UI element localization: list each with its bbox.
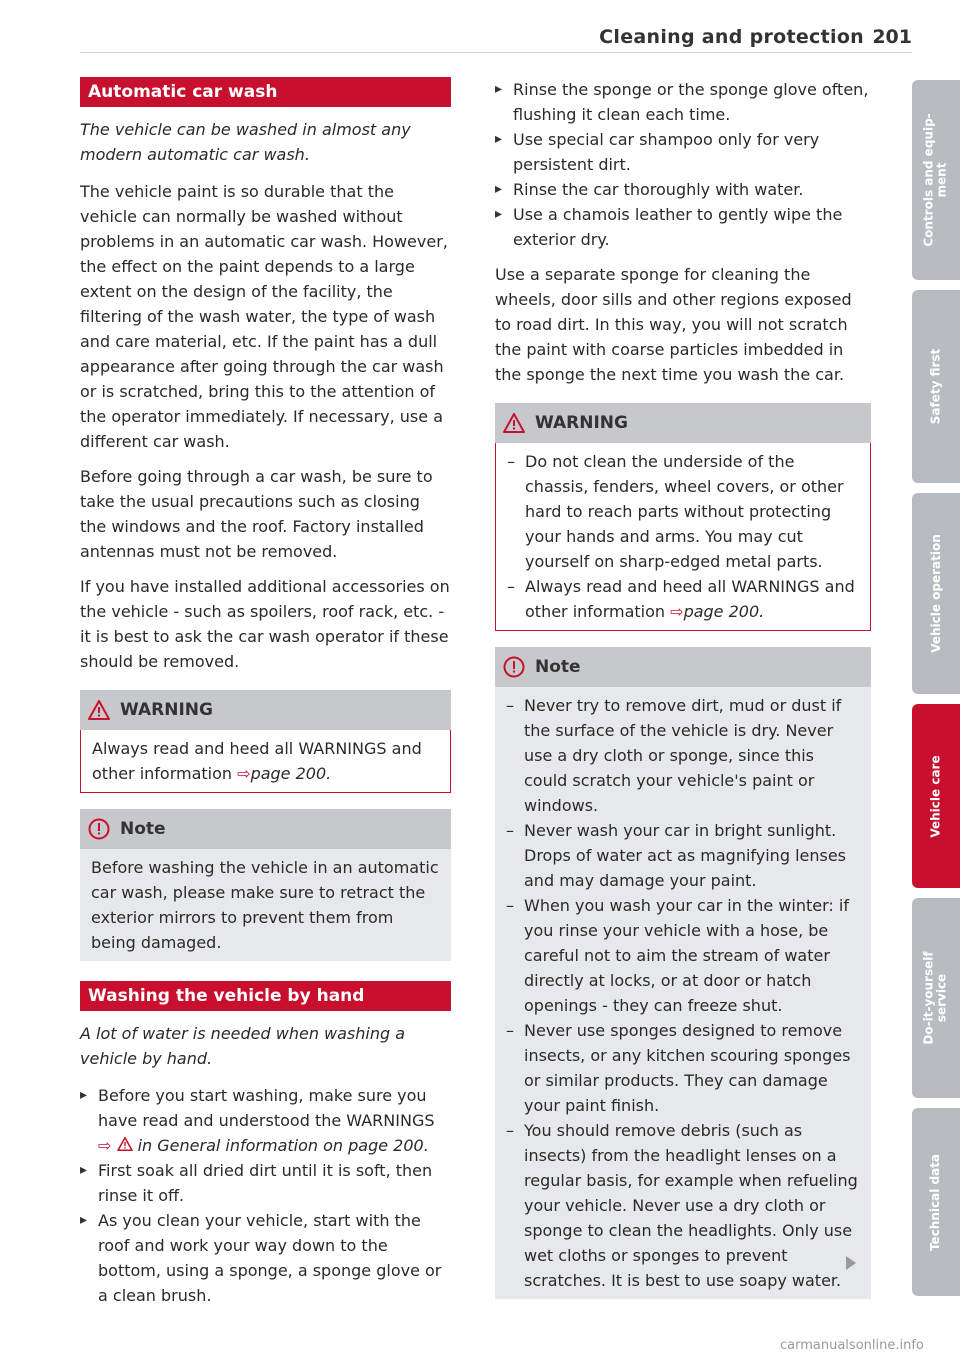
page-reference-link[interactable]: in General information on page 200. (137, 1136, 429, 1155)
list-item: – You should remove debris (such as insects) from the headlight lenses on a regular basis, for example when refueling your vehicle. Never use a dry cloth or sponge to clean the headlights. Only use wet cloths or sponges to prevent scratches. It is best to use soapy water. (506, 1118, 861, 1293)
tab-label: Controls and equip- (922, 113, 937, 247)
list-item (80, 1083, 451, 1158)
list-item: ▸ First soak all dried dirt until it is soft, then rinse it off. (80, 1158, 451, 1208)
list-item: ▸ Use special car shampoo only for very persistent dirt. (495, 127, 871, 177)
warning-triangle-icon (88, 700, 110, 720)
note-body (80, 849, 451, 961)
warning-body (80, 730, 451, 793)
list-item: ▸ Rinse the car thoroughly with water. (495, 177, 871, 202)
watermark-text: carmanualsonline.info (780, 1338, 924, 1353)
tab-label: Vehicle operation (928, 534, 943, 653)
note-box-hand (495, 647, 871, 1299)
note-box-automatic (80, 809, 451, 961)
note-header (80, 809, 451, 849)
note-header (495, 647, 871, 687)
warning-box-hand (495, 403, 871, 631)
hand-steps-continued (495, 77, 871, 252)
page-ref-arrow-icon: ⇨ (237, 764, 251, 783)
automatic-para-1: The vehicle paint is so durable that the vehicle can normally be washed without problems in an automatic car wash. However, the effect on the paint depends to a large extent on the design of the facility, the filtering of the wash water, the type of wash and care material, etc. If the paint has a dull appearance after going through the car wash or is scratched, bring this to the attention of the operator immediately. If necessary, use a different car wash. (80, 182, 448, 451)
tab-label: Do-it-yourself (922, 951, 937, 1045)
page-ref-arrow-icon: ⇨ (670, 602, 684, 621)
warning-title: WARNING (535, 412, 628, 433)
tab-vehicle-operation[interactable] (912, 493, 960, 694)
warning-header (80, 690, 451, 730)
continued-arrow-icon (846, 1256, 856, 1270)
section-heading-washing-by-hand: Washing the vehicle by hand (80, 981, 451, 1011)
note-list (506, 693, 861, 1293)
tab-technical-data[interactable] (912, 1108, 960, 1296)
warning-item-text: Always read and heed all WARNINGS and other information (525, 577, 855, 621)
warning-list (507, 449, 860, 624)
automatic-para-3: If you have installed additional accessories on the vehicle - such as spoilers, roof rack, etc. - it is best to ask the car wash operator if these should be removed. (80, 577, 450, 671)
tab-label: Vehicle care (928, 754, 943, 838)
list-item (507, 574, 860, 624)
automatic-lead: The vehicle can be washed in almost any modern automatic car wash. (80, 120, 411, 164)
warning-box-automatic (80, 690, 451, 793)
info-circle-icon (503, 656, 525, 678)
list-item: – Never use sponges designed to remove insects, or any kitchen scouring sponges or similar products. They can damage your paint finish. (506, 1018, 861, 1118)
warning-text: Always read and heed all WARNINGS and other information (92, 739, 422, 783)
info-circle-icon (88, 818, 110, 840)
note-body (495, 687, 871, 1299)
list-item: ▸ Use a chamois leather to gently wipe the exterior dry. (495, 202, 871, 252)
note-text: Before washing the vehicle in an automatic car wash, please make sure to retract the exterior mirrors to prevent them from being damaged. (91, 858, 439, 952)
note-title: Note (120, 818, 166, 839)
chapter-title: Cleaning and protection (599, 26, 864, 48)
page-ref-arrow-icon: ⇨ (98, 1136, 112, 1155)
page-header (80, 22, 912, 53)
list-item: – Do not clean the underside of the chassis, fenders, wheel covers, or other hard to reach parts without protecting your hands and arms. You may cut yourself on sharp-edged metal parts. (507, 449, 860, 574)
tab-label: Technical data (928, 1153, 943, 1251)
section-heading-automatic-car-wash: Automatic car wash (80, 77, 451, 107)
separate-sponge-para: Use a separate sponge for cleaning the wheels, door sills and other regions exposed to road dirt. In this way, you will not scratch the paint with coarse particles imbedded in the sponge the next time you wash the car. (495, 265, 852, 384)
warning-header (495, 403, 871, 443)
list-item: – When you wash your car in the winter: if you rinse your vehicle with a hose, be careful not to aim the stream of water directly at locks, or at door or hatch openings - they can freeze shut. (506, 893, 861, 1018)
tab-label: service (935, 973, 950, 1023)
hand-steps (80, 1083, 451, 1308)
page-reference-link[interactable]: page 200. (250, 764, 332, 783)
hand-lead: A lot of water is needed when washing a vehicle by hand. (80, 1024, 406, 1068)
page-number: 201 (872, 26, 912, 48)
warning-triangle-icon (503, 413, 525, 433)
tab-vehicle-care[interactable] (912, 704, 960, 888)
page-reference-link[interactable]: page 200. (683, 602, 765, 621)
left-column (80, 77, 451, 1318)
tab-label: ment (935, 162, 950, 198)
warning-title: WARNING (120, 699, 213, 720)
note-title: Note (535, 656, 581, 677)
right-column (495, 77, 871, 1311)
tab-do-it-yourself-service[interactable] (912, 898, 960, 1098)
list-item: ▸ As you clean your vehicle, start with the roof and work your way down to the bottom, using a sponge, a sponge glove or a clean brush. (80, 1208, 451, 1308)
list-item: ▸ Rinse the sponge or the sponge glove often, flushing it clean each time. (495, 77, 871, 127)
tab-safety-first[interactable] (912, 290, 960, 483)
step-text: Before you start washing, make sure you have read and understood the WARNINGS (98, 1086, 435, 1130)
tab-controls-and-equipment[interactable] (912, 80, 960, 280)
warning-triangle-icon (117, 1136, 133, 1155)
tab-label: Safety first (928, 348, 943, 425)
list-item: – Never wash your car in bright sunlight. Drops of water act as magnifying lenses and may damage your paint. (506, 818, 861, 893)
list-item: – Never try to remove dirt, mud or dust if the surface of the vehicle is dry. Never use a dry cloth or sponge, since this could scratch your vehicle's paint or windows. (506, 693, 861, 818)
warning-body (495, 443, 871, 631)
automatic-para-2: Before going through a car wash, be sure to take the usual precautions such as closing the windows and the roof. Factory installed antennas must not be removed. (80, 467, 433, 561)
